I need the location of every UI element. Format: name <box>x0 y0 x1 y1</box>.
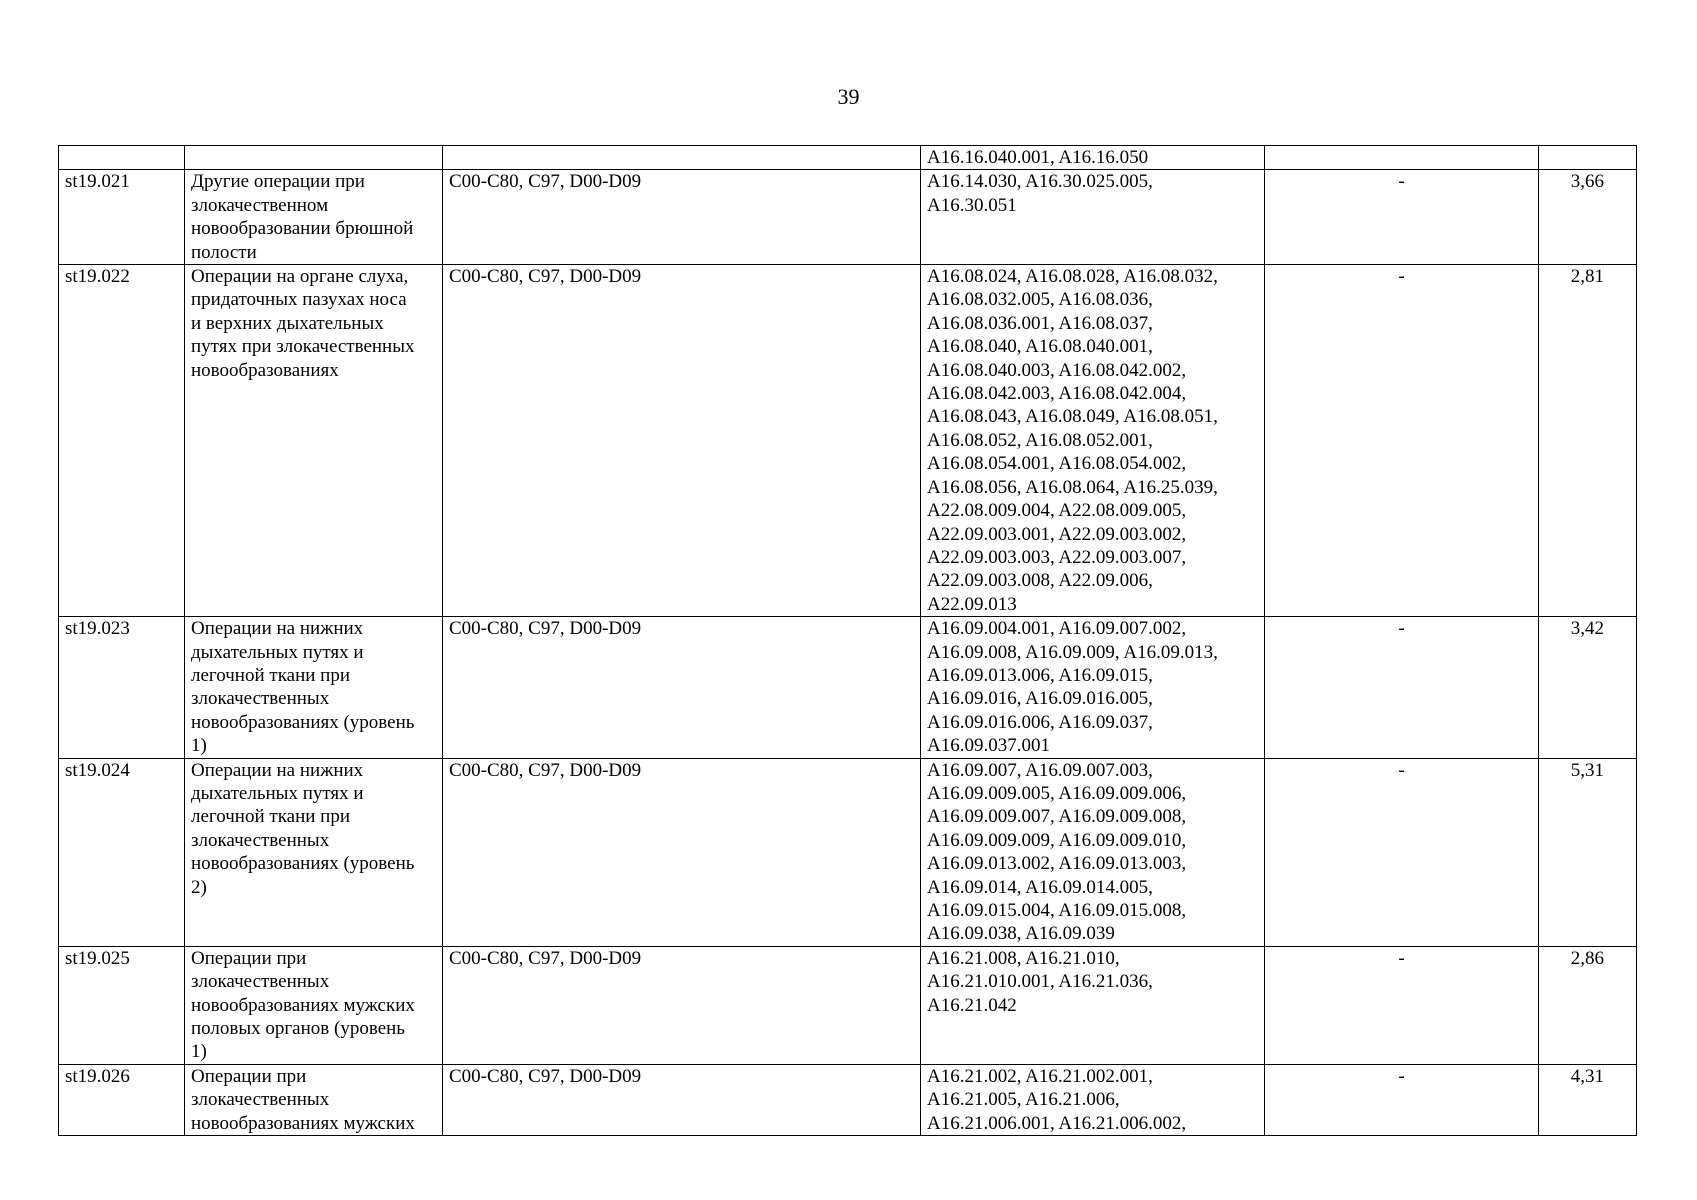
cell-extra <box>1265 146 1539 170</box>
cell-code: st19.026 <box>59 1064 185 1135</box>
cell-name: Другие операции при злокачественном новообразовании брюшной полости <box>185 170 443 265</box>
cell-code: st19.021 <box>59 170 185 265</box>
cell-diagnoses: C00-C80, C97, D00-D09 <box>443 170 921 265</box>
cell-diagnoses <box>443 146 921 170</box>
cell-diagnoses: C00-C80, C97, D00-D09 <box>443 946 921 1064</box>
cell-extra: - <box>1265 1064 1539 1135</box>
table-row <box>59 170 1637 265</box>
cell-coefficient: 4,31 <box>1539 1064 1637 1135</box>
tariff-table <box>58 145 1637 1136</box>
cell-coefficient: 3,42 <box>1539 617 1637 758</box>
cell-name: Операции на нижних дыхательных путях и легочной ткани при злокачественных новообразованиях (уровень 1) <box>185 617 443 758</box>
cell-name: Операции на органе слуха, придаточных пазухах носа и верхних дыхательных путях при злокачественных новообразованиях <box>185 265 443 617</box>
cell-coefficient: 2,81 <box>1539 265 1637 617</box>
cell-name: Операции на нижних дыхательных путях и легочной ткани при злокачественных новообразованиях (уровень 2) <box>185 758 443 946</box>
cell-services: A16.21.008, A16.21.010, A16.21.010.001, A16.21.036, A16.21.042 <box>921 946 1265 1064</box>
cell-diagnoses: C00-C80, C97, D00-D09 <box>443 1064 921 1135</box>
cell-name <box>185 146 443 170</box>
table-row <box>59 617 1637 758</box>
table-row <box>59 946 1637 1064</box>
cell-coefficient: 2,86 <box>1539 946 1637 1064</box>
table-row-continuation <box>59 146 1637 170</box>
cell-extra: - <box>1265 946 1539 1064</box>
cell-code: st19.022 <box>59 265 185 617</box>
cell-coefficient: 5,31 <box>1539 758 1637 946</box>
cell-extra: - <box>1265 758 1539 946</box>
table-row <box>59 758 1637 946</box>
cell-name: Операции при злокачественных новообразованиях мужских <box>185 1064 443 1135</box>
cell-services: A16.08.024, A16.08.028, A16.08.032, A16.08.032.005, A16.08.036, A16.08.036.001, A16.08.037, A16.08.040, A16.08.040.001, A16.08.040.003, A16.08.042.002, A16.08.042.003, A16.08.042.004, A16.08.043, A16.08.049, A16.08.051, A16.08.052, A16.08.052.001, A16.08.054.001, A16.08.054.002, A16.08.056, A16.08.064, A16.25.039, A22.08.009.004, A22.08.009.005, A22.09.003.001, A22.09.003.002, A22.09.003.003, A22.09.003.007, A22.09.003.008, A22.09.006, A22.09.013 <box>921 265 1265 617</box>
cell-services: A16.09.007, A16.09.007.003, A16.09.009.005, A16.09.009.006, A16.09.009.007, A16.09.009.008, A16.09.009.009, A16.09.009.010, A16.09.013.002, A16.09.013.003, A16.09.014, A16.09.014.005, A16.09.015.004, A16.09.015.008, A16.09.038, A16.09.039 <box>921 758 1265 946</box>
cell-code: st19.025 <box>59 946 185 1064</box>
cell-code: st19.024 <box>59 758 185 946</box>
cell-services: A16.21.002, A16.21.002.001, A16.21.005, A16.21.006, A16.21.006.001, A16.21.006.002, <box>921 1064 1265 1135</box>
cell-coefficient <box>1539 146 1637 170</box>
cell-extra: - <box>1265 170 1539 265</box>
table-row <box>59 265 1637 617</box>
cell-services: A16.14.030, A16.30.025.005, A16.30.051 <box>921 170 1265 265</box>
table-row <box>59 1064 1637 1135</box>
cell-diagnoses: C00-C80, C97, D00-D09 <box>443 758 921 946</box>
cell-services: A16.16.040.001, A16.16.050 <box>921 146 1265 170</box>
cell-code <box>59 146 185 170</box>
cell-extra: - <box>1265 265 1539 617</box>
cell-extra: - <box>1265 617 1539 758</box>
cell-services: A16.09.004.001, A16.09.007.002, A16.09.008, A16.09.009, A16.09.013, A16.09.013.006, A16.09.015, A16.09.016, A16.09.016.005, A16.09.016.006, A16.09.037, A16.09.037.001 <box>921 617 1265 758</box>
cell-diagnoses: C00-C80, C97, D00-D09 <box>443 265 921 617</box>
page-number: 39 <box>837 84 860 109</box>
cell-coefficient: 3,66 <box>1539 170 1637 265</box>
cell-diagnoses: C00-C80, C97, D00-D09 <box>443 617 921 758</box>
cell-code: st19.023 <box>59 617 185 758</box>
cell-name: Операции при злокачественных новообразованиях мужских половых органов (уровень 1) <box>185 946 443 1064</box>
